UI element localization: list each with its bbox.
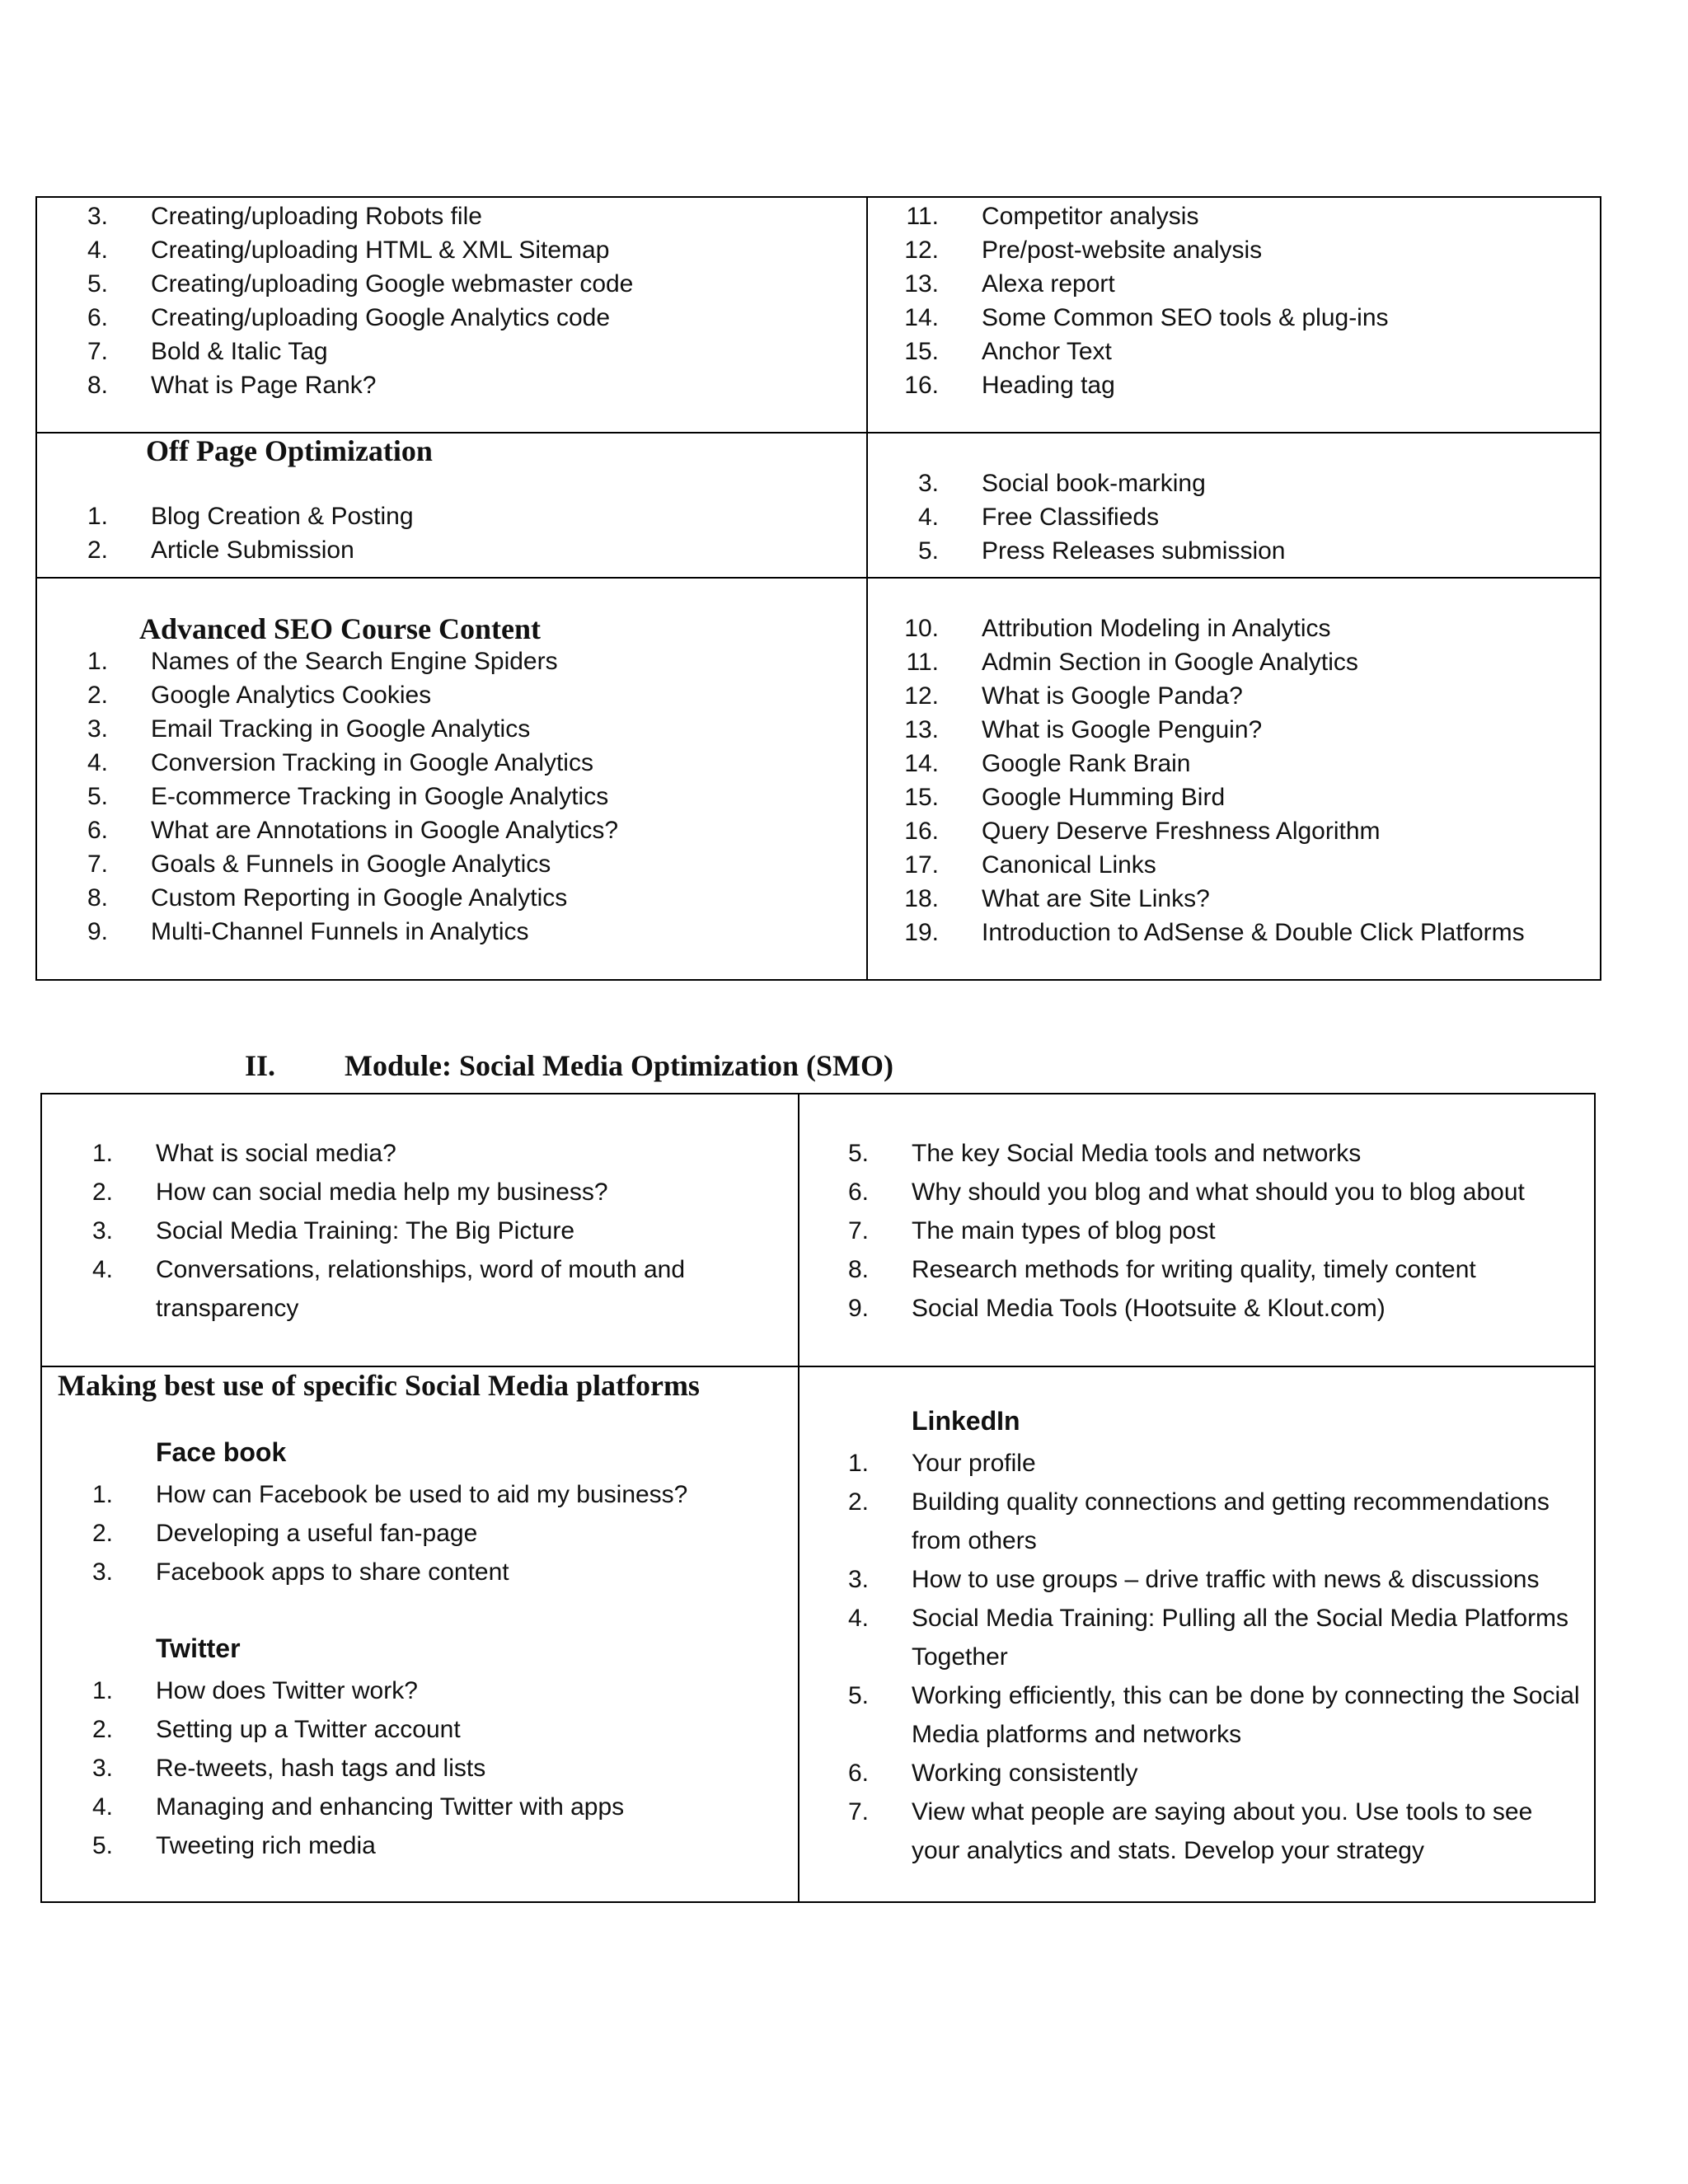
list-item (37, 233, 861, 267)
list-item (37, 813, 861, 847)
list-item-text: Creating/uploading Google Analytics code (151, 304, 611, 331)
list-item (42, 1250, 751, 1328)
list-item-number: 5. (847, 1682, 869, 1709)
smo-table-row-divider (42, 1366, 1594, 1367)
list-item-number: 8. (847, 1256, 869, 1283)
list-item-number: 17. (904, 851, 939, 879)
list-item-text: E-commerce Tracking in Google Analytics (151, 783, 609, 810)
smo-content-table (40, 1093, 1596, 1903)
list-item-text: View what people are saying about you. Use tools to see your analytics and stats. Develop your strategy (912, 1798, 1533, 1864)
list-item (42, 1475, 784, 1514)
list-item-text: What is Google Panda? (982, 682, 1243, 710)
list-item-number: 13. (904, 716, 939, 743)
list-item-text: Heading tag (982, 372, 1115, 399)
list-item-text: Research methods for writing quality, timely content (912, 1256, 1476, 1283)
list-item-number: 3. (87, 203, 108, 230)
list-item (798, 1599, 1581, 1676)
list-item-text: Competitor analysis (982, 203, 1199, 230)
list-item (798, 1250, 1589, 1289)
list-item (868, 747, 1601, 780)
list-item-text: Google Rank Brain (982, 750, 1191, 777)
list-item-text: Re-tweets, hash tags and lists (156, 1755, 486, 1782)
list-item-number: 5. (917, 537, 939, 565)
list-item (868, 233, 1601, 267)
list-item-text: Anchor Text (982, 338, 1112, 365)
list-item-number: 9. (847, 1295, 869, 1322)
list-item-number: 7. (87, 851, 108, 878)
list-item-text: The key Social Media tools and networks (912, 1140, 1362, 1167)
advanced-seo-list-right (868, 612, 1601, 949)
list-item-number: 4. (87, 237, 108, 264)
list-item-text: Custom Reporting in Google Analytics (151, 884, 568, 912)
list-item-text: Managing and enhancing Twitter with apps (156, 1793, 625, 1821)
list-item-number: 12. (904, 682, 939, 710)
list-item-text: Tweeting rich media (156, 1832, 376, 1859)
list-item-number: 4. (91, 1793, 113, 1821)
list-item-text: Article Submission (151, 537, 354, 564)
list-item-number: 16. (904, 818, 939, 845)
list-item-text: Conversion Tracking in Google Analytics (151, 749, 593, 776)
list-item-text: Setting up a Twitter account (156, 1716, 461, 1743)
list-item (868, 679, 1601, 713)
list-item (798, 1483, 1581, 1560)
list-item (798, 1676, 1581, 1754)
on-page-list-left (37, 199, 861, 402)
list-item-text: Attribution Modeling in Analytics (982, 615, 1331, 642)
list-item (798, 1444, 1581, 1483)
list-item-number: 3. (91, 1217, 113, 1244)
list-item (42, 1710, 784, 1749)
list-item-text: What is Google Penguin? (982, 716, 1263, 743)
list-item-text: Social book-marking (982, 470, 1206, 497)
list-item (868, 368, 1601, 402)
list-item-text: Social Media Tools (Hootsuite & Klout.com) (912, 1295, 1386, 1322)
list-item (798, 1212, 1589, 1250)
list-item-text: Bold & Italic Tag (151, 338, 328, 365)
list-item (798, 1754, 1581, 1793)
twitter-subheading: Twitter (156, 1633, 241, 1663)
list-item-text: Creating/uploading HTML & XML Sitemap (151, 237, 610, 264)
list-item-number: 1. (87, 648, 108, 675)
list-item-text: Names of the Search Engine Spiders (151, 648, 558, 675)
seo-content-table (35, 196, 1601, 981)
list-item (37, 712, 861, 746)
list-item-number: 4. (917, 504, 939, 531)
list-item-number: 15. (904, 338, 939, 365)
list-item-number: 5. (847, 1140, 869, 1167)
list-item-text: What are Site Links? (982, 885, 1210, 912)
list-item-number: 1. (91, 1140, 113, 1167)
list-item (37, 199, 861, 233)
list-item-number: 3. (91, 1558, 113, 1586)
advanced-seo-list-left (37, 644, 861, 949)
list-item (42, 1671, 784, 1710)
list-item-number: 1. (847, 1450, 869, 1477)
list-item (37, 335, 861, 368)
list-item (37, 267, 861, 301)
list-item (37, 915, 861, 949)
list-item-text: What are Annotations in Google Analytics? (151, 817, 619, 844)
list-item-text: Creating/uploading Google webmaster code (151, 270, 634, 298)
smo-module-title: Module: Social Media Optimization (SMO) (345, 1049, 893, 1082)
list-item (868, 466, 1601, 500)
list-item-number: 4. (847, 1605, 869, 1632)
list-item-number: 1. (91, 1677, 113, 1704)
list-item (42, 1134, 751, 1173)
list-item (868, 780, 1601, 814)
list-item-number: 9. (87, 918, 108, 945)
list-item (868, 645, 1601, 679)
list-item-number: 5. (87, 270, 108, 298)
list-item (37, 301, 861, 335)
list-item-text: Alexa report (982, 270, 1115, 298)
smo-intro-list-right (798, 1134, 1589, 1328)
list-item (868, 500, 1601, 534)
list-item-text: Press Releases submission (982, 537, 1286, 565)
list-item-text: How can Facebook be used to aid my business? (156, 1481, 688, 1508)
list-item-number: 2. (847, 1488, 869, 1516)
list-item (42, 1553, 784, 1591)
advanced-seo-heading: Advanced SEO Course Content (139, 612, 542, 645)
linkedin-subheading: LinkedIn (912, 1406, 1020, 1436)
list-item-text: Pre/post-website analysis (982, 237, 1263, 264)
list-item-text: How does Twitter work? (156, 1677, 418, 1704)
twitter-list (42, 1671, 784, 1865)
list-item (37, 368, 861, 402)
list-item (868, 848, 1601, 882)
list-item (37, 644, 861, 678)
list-item-text: Why should you blog and what should you to blog about (912, 1179, 1525, 1206)
list-item-number: 18. (904, 885, 939, 912)
list-item-text: Google Humming Bird (982, 784, 1226, 811)
list-item (37, 847, 861, 881)
list-item-text: Query Deserve Freshness Algorithm (982, 818, 1381, 845)
list-item-number: 4. (87, 749, 108, 776)
list-item (868, 916, 1601, 949)
list-item-number: 3. (91, 1755, 113, 1782)
list-item-text: Admin Section in Google Analytics (982, 649, 1358, 676)
list-item-text: What is social media? (156, 1140, 396, 1167)
list-item (42, 1173, 751, 1212)
list-item (868, 199, 1601, 233)
list-item-text: Building quality connections and getting recommendations from others (912, 1488, 1550, 1554)
list-item (42, 1826, 784, 1865)
list-item (868, 882, 1601, 916)
list-item-text: Canonical Links (982, 851, 1156, 879)
list-item-text: Conversations, relationships, word of mouth and transparency (156, 1256, 686, 1322)
list-item-text: Some Common SEO tools & plug-ins (982, 304, 1389, 331)
on-page-list-right (868, 199, 1601, 402)
list-item (37, 881, 861, 915)
list-item-text: Blog Creation & Posting (151, 503, 414, 530)
list-item-text: Working consistently (912, 1760, 1138, 1787)
list-item-number: 6. (87, 817, 108, 844)
list-item (37, 533, 861, 567)
list-item-number: 4. (91, 1256, 113, 1283)
list-item-text: Goals & Funnels in Google Analytics (151, 851, 551, 878)
list-item-number: 11. (906, 649, 939, 676)
list-item-text: Social Media Training: The Big Picture (156, 1217, 575, 1244)
list-item-text: Working efficiently, this can be done by connecting the Social Media platforms and networks (912, 1682, 1580, 1748)
list-item (798, 1289, 1589, 1328)
smo-intro-list-left (42, 1134, 751, 1328)
list-item-number: 1. (87, 503, 108, 530)
list-item (868, 814, 1601, 848)
smo-module-numeral: II. (245, 1049, 276, 1082)
list-item (42, 1749, 784, 1788)
seo-table-row-divider (37, 577, 1600, 579)
list-item (798, 1173, 1589, 1212)
list-item-text: Social Media Training: Pulling all the Social Media Platforms Together (912, 1605, 1569, 1671)
list-item (42, 1514, 784, 1553)
list-item-number: 3. (917, 470, 939, 497)
list-item-number: 19. (904, 919, 939, 946)
list-item (798, 1560, 1581, 1599)
off-page-optimization-heading: Off Page Optimization (146, 434, 433, 467)
list-item-number: 2. (87, 537, 108, 564)
list-item-number: 2. (91, 1716, 113, 1743)
list-item-number: 1. (91, 1481, 113, 1508)
list-item (37, 746, 861, 780)
list-item-number: 5. (91, 1832, 113, 1859)
list-item-text: Multi-Channel Funnels in Analytics (151, 918, 529, 945)
platforms-heading: Making best use of specific Social Media platforms (58, 1369, 700, 1402)
list-item-text: Free Classifieds (982, 504, 1160, 531)
list-item-number: 12. (904, 237, 939, 264)
list-item-number: 7. (847, 1217, 869, 1244)
list-item-text: Google Analytics Cookies (151, 682, 432, 709)
list-item-text: Facebook apps to share content (156, 1558, 509, 1586)
list-item-number: 11. (906, 203, 939, 230)
list-item (868, 534, 1601, 568)
list-item-number: 2. (91, 1179, 113, 1206)
list-item (37, 780, 861, 813)
list-item-number: 14. (904, 750, 939, 777)
list-item-number: 15. (904, 784, 939, 811)
list-item-text: Developing a useful fan-page (156, 1520, 478, 1547)
list-item-text: Introduction to AdSense & Double Click Platforms (982, 919, 1525, 946)
list-item (868, 267, 1601, 301)
list-item (798, 1134, 1589, 1173)
list-item-text: Your profile (912, 1450, 1036, 1477)
list-item-text: The main types of blog post (912, 1217, 1216, 1244)
list-item-text: How can social media help my business? (156, 1179, 608, 1206)
list-item-number: 3. (847, 1566, 869, 1593)
list-item-text: How to use groups – drive traffic with news & discussions (912, 1566, 1540, 1593)
facebook-list (42, 1475, 784, 1591)
list-item (42, 1788, 784, 1826)
facebook-subheading: Face book (156, 1437, 287, 1467)
list-item (868, 713, 1601, 747)
list-item-number: 10. (904, 615, 939, 642)
list-item-number: 7. (847, 1798, 869, 1825)
list-item (868, 335, 1601, 368)
list-item-number: 6. (847, 1179, 869, 1206)
list-item-number: 7. (87, 338, 108, 365)
list-item (42, 1212, 751, 1250)
off-page-list-right (868, 466, 1601, 568)
list-item-number: 16. (904, 372, 939, 399)
list-item-text: Email Tracking in Google Analytics (151, 715, 531, 743)
list-item-number: 2. (91, 1520, 113, 1547)
list-item (37, 499, 861, 533)
list-item-number: 3. (87, 715, 108, 743)
list-item (37, 678, 861, 712)
list-item-text: Creating/uploading Robots file (151, 203, 482, 230)
list-item-number: 6. (847, 1760, 869, 1787)
list-item (868, 301, 1601, 335)
list-item-number: 8. (87, 884, 108, 912)
list-item-number: 5. (87, 783, 108, 810)
list-item (868, 612, 1601, 645)
list-item-text: What is Page Rank? (151, 372, 377, 399)
list-item-number: 8. (87, 372, 108, 399)
list-item-number: 13. (904, 270, 939, 298)
list-item-number: 6. (87, 304, 108, 331)
off-page-list-left (37, 499, 861, 567)
list-item-number: 14. (904, 304, 939, 331)
list-item (798, 1793, 1581, 1870)
linkedin-list (798, 1444, 1581, 1870)
list-item-number: 2. (87, 682, 108, 709)
